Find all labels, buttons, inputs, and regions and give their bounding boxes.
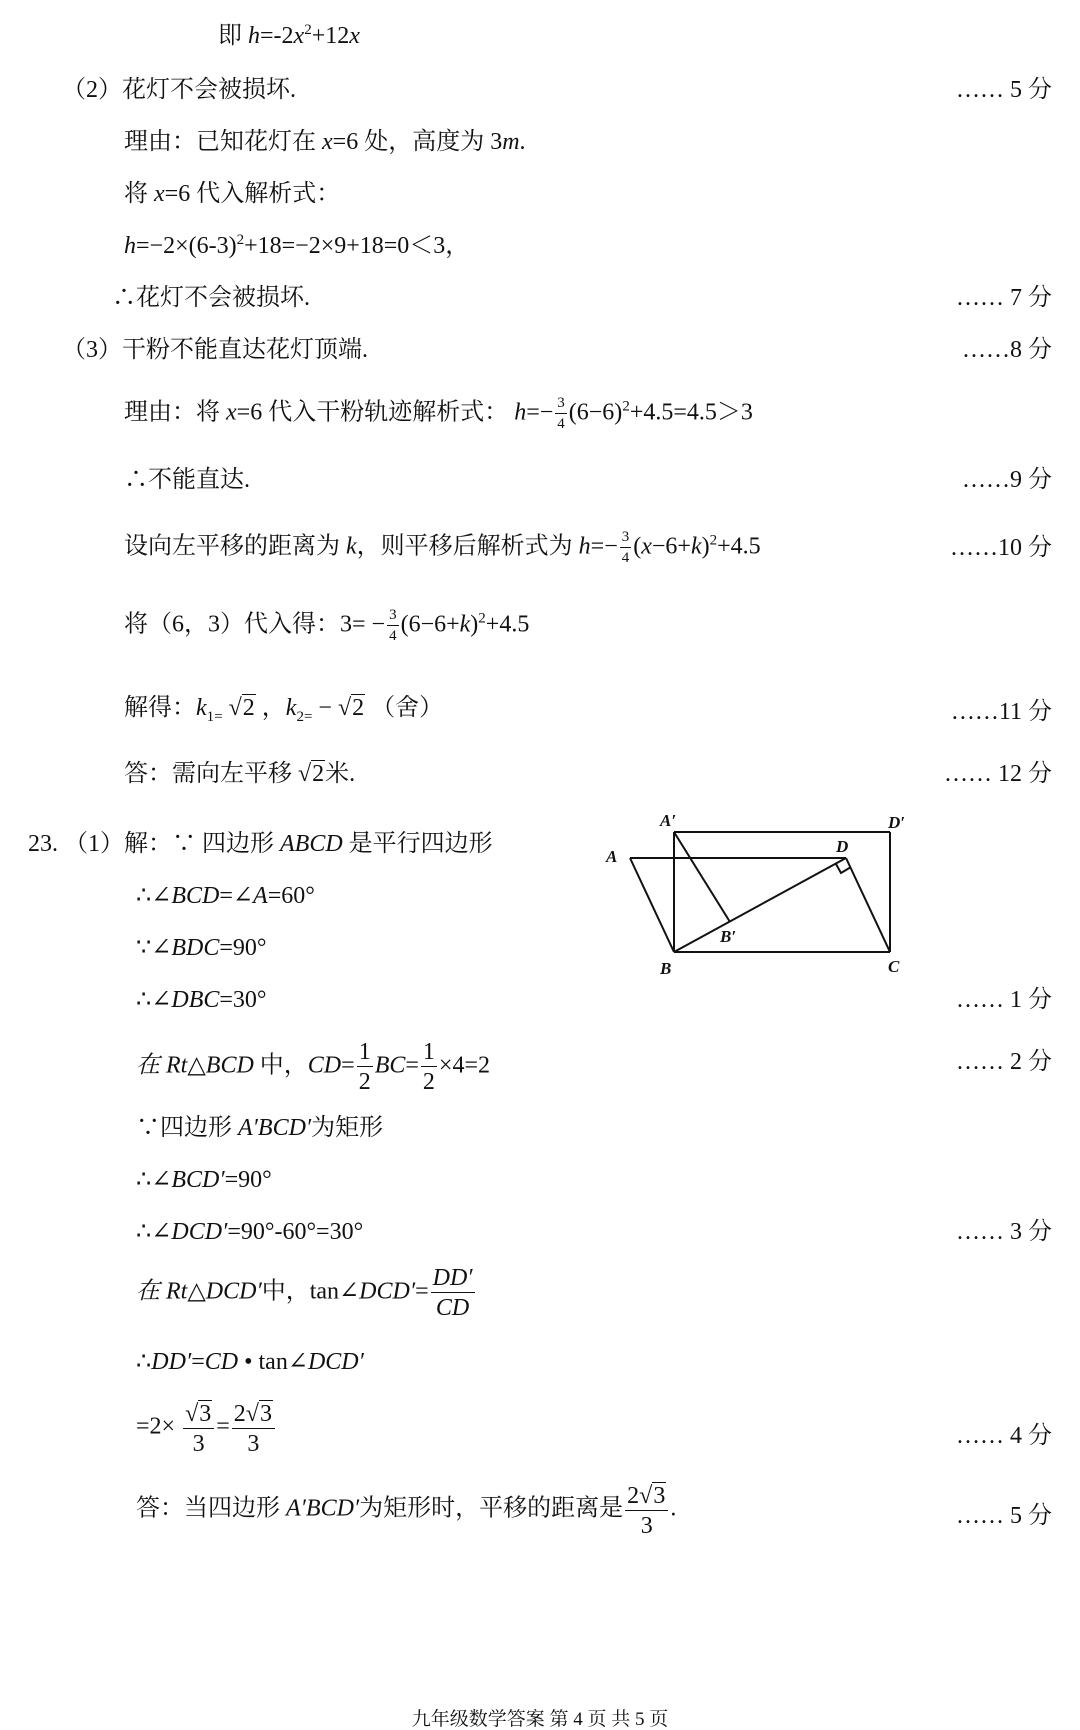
segment-A-prime-B-prime — [674, 832, 730, 922]
q2-calc: $h=-2\times(6-3)^2+18=-2\times 9+18=0<3$， — [124, 232, 470, 259]
parallelogram-figure — [600, 812, 940, 992]
q3-reason: 理由：将 x=6 代入干粉轨迹解析式： h=− $\frac{3}{4}$ $(6-6)^2+4.5=4.5>3$ — [124, 395, 753, 432]
q2-conclusion: ∴花灯不会被损坏. — [112, 285, 310, 311]
q23-line3: ∴∠DBC=30° — [136, 987, 267, 1013]
q23-line11: 答：当四边形 A′BCD′为矩形时，平移的距离是 $\frac{2√3}{3}$ . — [136, 1483, 677, 1539]
label-A: A — [606, 847, 618, 866]
q3-score: ……8 分 — [962, 337, 1052, 363]
q23-line8: 在 Rt△DCD′中，tan∠DCD′= $\frac{DD'}{CD}$ — [136, 1265, 473, 1321]
q23-line11-score: …… 5 分 — [956, 1503, 1052, 1529]
edge-AB — [630, 858, 674, 952]
label-D-prime: D′ — [888, 813, 906, 832]
label-A-prime: A′ — [660, 812, 677, 830]
q23-line9: ∴DD′=CD • tan∠DCD′ — [136, 1349, 364, 1375]
q23-line4: 在 Rt△BCD 中，CD= $\frac{1}{2}$ BC= $\frac{1}{2}$ ×4=2 — [136, 1039, 490, 1095]
label-B-prime: B′ — [720, 927, 737, 946]
q23-title: 23. （1）解：∵ 四边形 ABCD 是平行四边形 — [28, 831, 493, 857]
q23-line10: =2× $\frac{√3}{3}$ = $\frac{2√3}{3}$ — [136, 1400, 277, 1456]
h-formula-line: 即 $h=-2x^2+12x$ — [218, 22, 360, 49]
q3-solve: 解得：$k_{1=}$ √2 ，$k_{2=} - √2$ （舍） — [124, 695, 444, 725]
q3-cannot: ∴不能直达. — [124, 467, 250, 493]
q23-line2: ∵∠BDC=90° — [136, 935, 267, 961]
q3-cannot-score: ……9 分 — [962, 467, 1052, 493]
q23-line5: ∵四边形 A′BCD′为矩形 — [136, 1115, 384, 1141]
q2-reason: 理由：已知花灯在 x=6 处，高度为 3m. — [124, 129, 526, 155]
q2-score: …… 5 分 — [956, 77, 1052, 103]
q23-line4-score: …… 2 分 — [956, 1049, 1052, 1075]
q23-line7: ∴∠DCD′=90°-60°=30° — [136, 1219, 364, 1245]
q3-answer-score: …… 12 分 — [944, 761, 1052, 787]
q2-title: （2）花灯不会被损坏. — [62, 77, 296, 103]
q23-line10-score: …… 4 分 — [956, 1423, 1052, 1449]
page-footer: 九年级数学答案 第 4 页 共 5 页 — [411, 1709, 669, 1730]
label-B: B — [660, 959, 672, 978]
q3-shift: 设向左平移的距离为 k，则平移后解析式为 h=− $\frac{3}{4}$ $(x-6+k)^2+4.5$ — [124, 529, 761, 566]
q23-line1: ∴∠BCD=∠A=60° — [136, 883, 315, 909]
q3-title: （3）干粉不能直达花灯顶端. — [62, 337, 368, 363]
q3-solve-score: ……11 分 — [950, 699, 1052, 725]
q3-answer: 答：需向左平移 √2米. — [124, 761, 356, 787]
edge-CD — [846, 858, 890, 952]
q23-line6: ∴∠BCD′=90° — [136, 1167, 272, 1193]
q2-conclusion-score: …… 7 分 — [956, 285, 1052, 311]
q23-line7-score: …… 3 分 — [956, 1219, 1052, 1245]
label-C: C — [888, 957, 900, 976]
q3-shift-score: ……10 分 — [950, 535, 1052, 561]
label-D: D — [836, 837, 849, 856]
q2-substitute: 将 x=6 代入解析式： — [124, 181, 341, 207]
q3-sub-point: 将（6，3）代入得：3= − $\frac{3}{4}$ $(6-6+k)^2+4.5$ — [124, 607, 530, 644]
q23-line3-score: …… 1 分 — [956, 987, 1052, 1013]
